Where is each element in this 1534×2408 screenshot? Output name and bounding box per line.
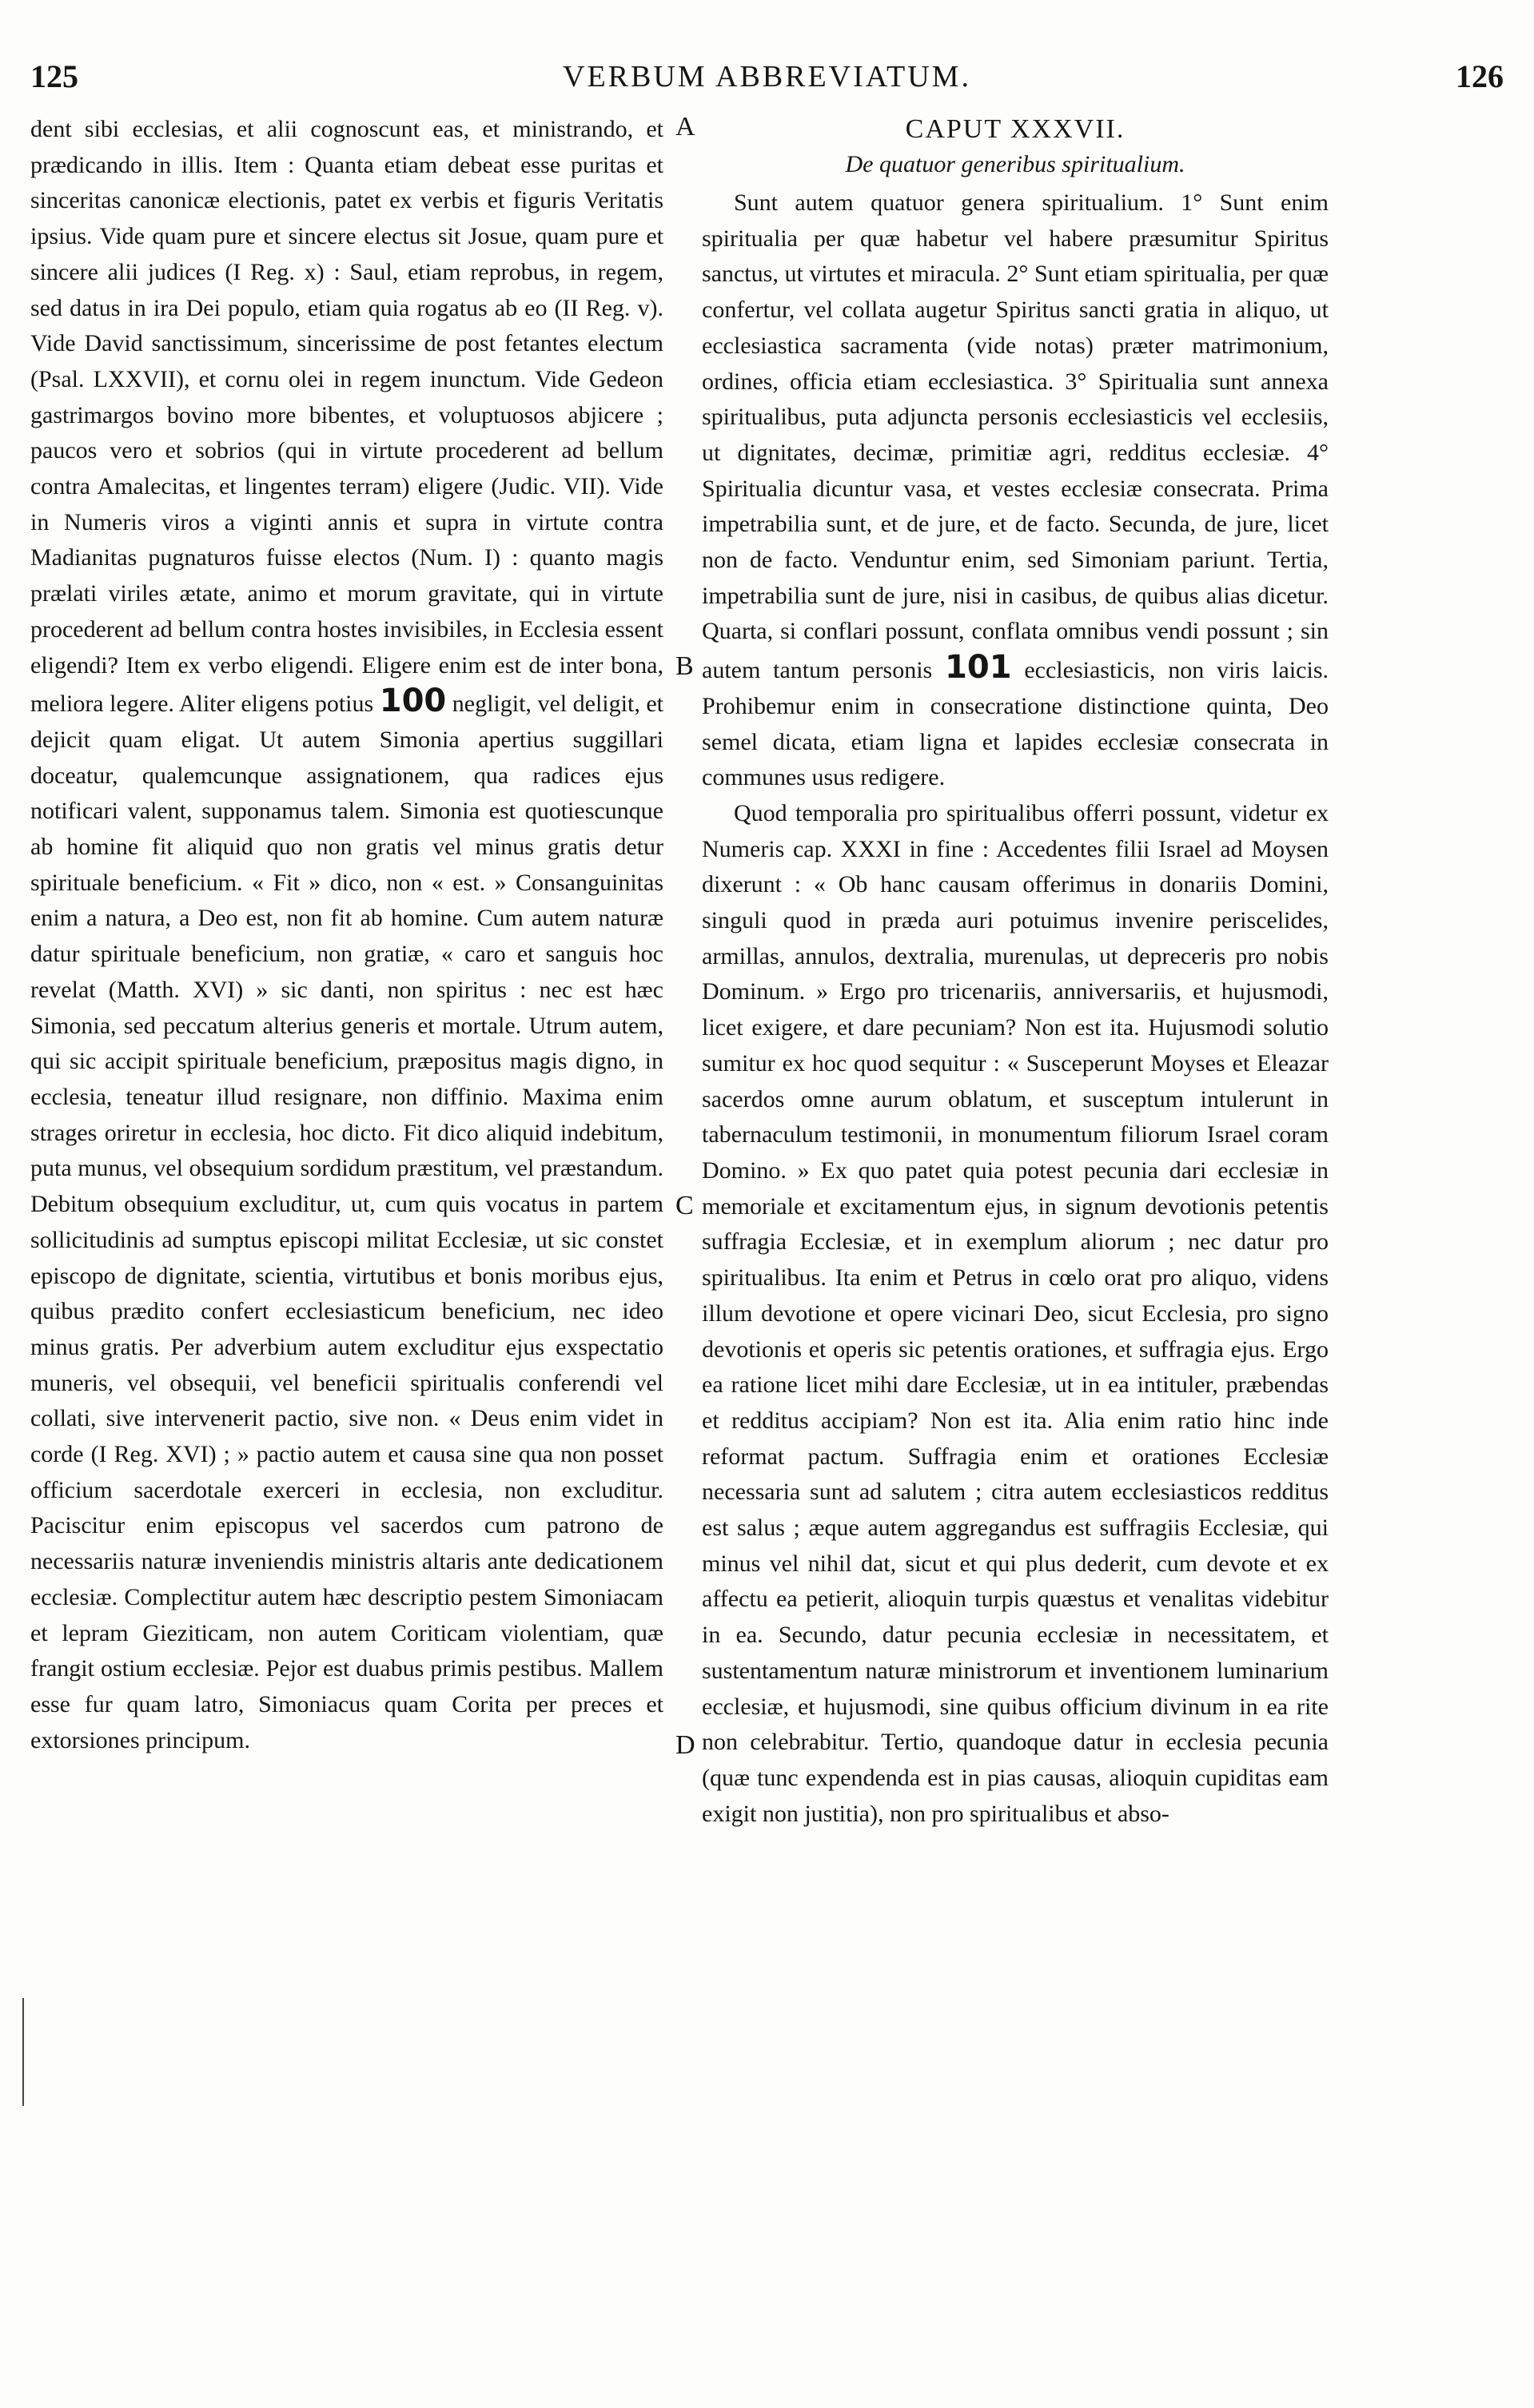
reference-number-100: 100: [379, 683, 447, 720]
page-header: [0, 0, 1534, 96]
left-column: [30, 112, 663, 1758]
margin-bracket: [22, 1998, 27, 2106]
paragraph-1-text-continued: ecclesiasticis, non viris laicis. Prohibemur enim in consecratione distinctione quinta, Deo semel dicata, etiam ligna et lapides ecclesiæ consecrata in communes usus redigere.: [702, 657, 1329, 791]
chapter-heading: CAPUT XXXVII.: [905, 114, 1126, 144]
left-column-text-continued: negligit, vel deligit, et dejicit quam eligat. Ut autem Simonia apertius suggillari doceatur, qualemcunque assignationem, qua radices ejus notificari valent, supponamus talem. Simonia est quotiescunque ab homine fit aliquid quo non gratis vel minus gratis detur spirituale beneficium. « Fit » dico, non « est. » Consanguinitas enim a natura, a Deo est, non fit ab homine. Cum autem naturæ datur spirituale beneficium, non gratiæ, « caro et sanguis hoc revelat (Matth. XVI) » sic danti, non spiritus : nec est hæc Simonia, sed peccatum alterius generis et mortale. Utrum autem, qui sic accipit spirituale beneficium, præpositus magis digno, in ecclesia, teneatur illud resignare, non diffinio. Maxima enim strages oriretur in ecclesia, hoc dicto. Fit dico aliquid indebitum, puta munus, vel obsequium sordidum præstitum, vel præstandum. Debitum obsequium excluditur, ut, cum quis vocatus in partem sollicitudinis ad sumptus episcopi militat Ecclesiæ, ut sic constet episcopo de dignitate, scientia, virtutibus et bonis moribus ejus, quibus prædito confert ecclesiasticum beneficium, nec ideo minus gratis. Per adverbium autem excluditur ejus exspectatio muneris, vel obsequii, vel beneficii spiritualis conferendi vel collati, sive intervenerit pactio, sive non. « Deus enim videt in corde (I Reg. XVI) ; » pactio autem et causa sine qua non posset officium sacerdotale exerceri in ecclesia, non excluditur. Paciscitur enim episcopus vel sacerdos cum patrono de necessariis naturæ inveniendis ministris altaris ante dedicationem ecclesiæ. Complectitur autem hæc descriptio pestem Simoniacam et lepram Gieziticam, non autem Coriticam violentiam, quæ frangit ostium ecclesiæ. Pejor est duabus primis pestibus. Mallem esse fur quam latro, Simoniacus quam Corita per preces et extorsiones principum.: [30, 691, 664, 1753]
reference-number-101: 101: [945, 649, 1012, 687]
running-title: VERBUM ABBREVIATUM.: [563, 60, 971, 94]
margin-letter-c: C: [675, 1191, 694, 1220]
paragraph-1-text: Sunt autem quatuor genera spiritualium. 1° Sunt enim spiritualia per quæ habetur vel habere præsumitur Spiritus sanctus, ut virtutes et miracula. 2° Sunt etiam spiritualia, per quæ confertur, vel collata augetur Spiritus sancti gratia in aliquo, ut ecclesiastica sacramenta (vide notas) præter matrimonium, ordines, officia etiam ecclesiastica. 3° Spiritualia sunt annexa spiritualibus, puta adjuncta personis ecclesiasticis vel ecclesiis, ut dignitates, decimæ, primitiæ agri, redditus ecclesiæ. 4° Spiritualia dicuntur vasa, et vestes ecclesiæ consecrata. Prima impetrabilia sunt, et de jure, et de facto. Secunda, de jure, licet non de facto. Venduntur enim, sed Simoniam pariunt. Tertia, impetrabilia sunt de jure, nisi in casibus, de quibus alias dicetur. Quarta, si conflari possunt, conflata omnibus vendi possunt ; sin autem tantum personis: [702, 189, 1329, 684]
right-page-number: 126: [1456, 58, 1504, 94]
left-page-number: 125: [30, 58, 78, 94]
left-column-text: dent sibi ecclesias, et alii cognoscunt eas, et ministrando, et prædicando in illis. Item : Quanta etiam debeat esse puritas et sinceritas canonicæ electionis, patet ex verbis et figuris Veritatis ipsius. Vide quam pure et sincere electus sit Josue, quam pure et sincere alii judices (I Reg. x) : Saul, etiam reprobus, in regem, sed datus in ira Dei populo, etiam quia rogatus ab eo (II Reg. v). Vide David sanctissimum, sincerissime de post fetantes electum (Psal. LXXVII), et cornu olei in regem inunctum. Vide Gedeon gastrimargos bovino more bibentes, et voluptuosos abjicere ; paucos vero et sobrios (qui in virtute procederent ad bellum contra Amalecitas, et lingentes terram) eligere (Judic. VII). Vide in Numeris viros a viginti annis et supra in virtute contra Madianitas pugnaturos fuisse electos (Num. I) : quanto magis prælati viriles ætate, animo et morum gravitate, qui in virtute procederent ad bellum contra hostes invisibiles, in Ecclesia essent eligendi? Item ex verbo eligendi. Eligere enim est de inter bona, meliora legere. Aliter eligens potius: [30, 116, 663, 718]
margin-letter-a: A: [675, 112, 695, 141]
right-column: [702, 112, 1329, 1832]
margin-letter-d: D: [675, 1730, 695, 1760]
right-column-paragraph-2: Quod temporalia pro spiritualibus offerri possunt, videtur ex Numeris cap. XXXI in fine : Accedentes filii Israel ad Moysen dixerunt : « Ob hanc causam offerimus in donariis Domini, singuli quod in præda auri potuimus invenire periscelides, armillas, annulos, dextralia, murenulas, ut depreceris pro nobis Dominum. » Ergo pro tricenariis, anniversariis, et hujusmodi, licet exigere, et dare pecuniam? Non est ita. Hujusmodi solutio sumitur ex hoc quod sequitur : « Susceperunt Moyses et Eleazar sacerdos omne aurum oblatum, et susceptum intulerunt in tabernaculum testimonii, in monumentum filiorum Israel coram Domino. » Ex quo patet quia potest pecunia dari ecclesiæ in memoriale et excitamentum ejus, in signum devotionis petentis suffragia Ecclesiæ, et in exemplum aliorum ; nec datur pro spiritualibus. Ita enim et Petrus in cœlo orat pro aliquo, videns illum devotione et opere vicinari Deo, sicut Ecclesia, pro signo devotionis et operis sic petentis orationes, et suffragia ejus. Ergo ea ratione licet mihi dare Ecclesiæ, ut in ea intituler, præbendas et redditus accipiam? Non est ita. Alia enim ratio hinc inde reformat pactum. Suffragia enim et orationes Ecclesiæ necessaria sunt ad salutem ; citra autem ecclesiasticos redditus est salus ; æque autem aggregandus est suffragiis Ecclesiæ, qui minus vel nihil dat, sicut et qui plus dederit, cum devote et ex affectu ea petierit, alioquin turpis quæstus et venalitas videbitur in ea. Secundo, datur pecunia ecclesiæ in necessitatem, et sustentamentum naturæ ministrorum et inventionem luminarium ecclesiæ, et hujusmodi, sine quibus officium divinum in ea rite non celebrabitur. Tertio, quandoque datur in ecclesia pecunia (quæ tunc expendenda est in pias causas, alioquin cupiditas eam exigit non justitia), non pro spiritualibus et abso-: [702, 799, 1329, 1827]
right-column-paragraph-1: [702, 185, 1329, 796]
margin-letter-b: B: [675, 651, 694, 681]
left-column-paragraph: [30, 112, 663, 1758]
chapter-subtitle: De quatuor generibus spiritualium.: [845, 151, 1185, 177]
